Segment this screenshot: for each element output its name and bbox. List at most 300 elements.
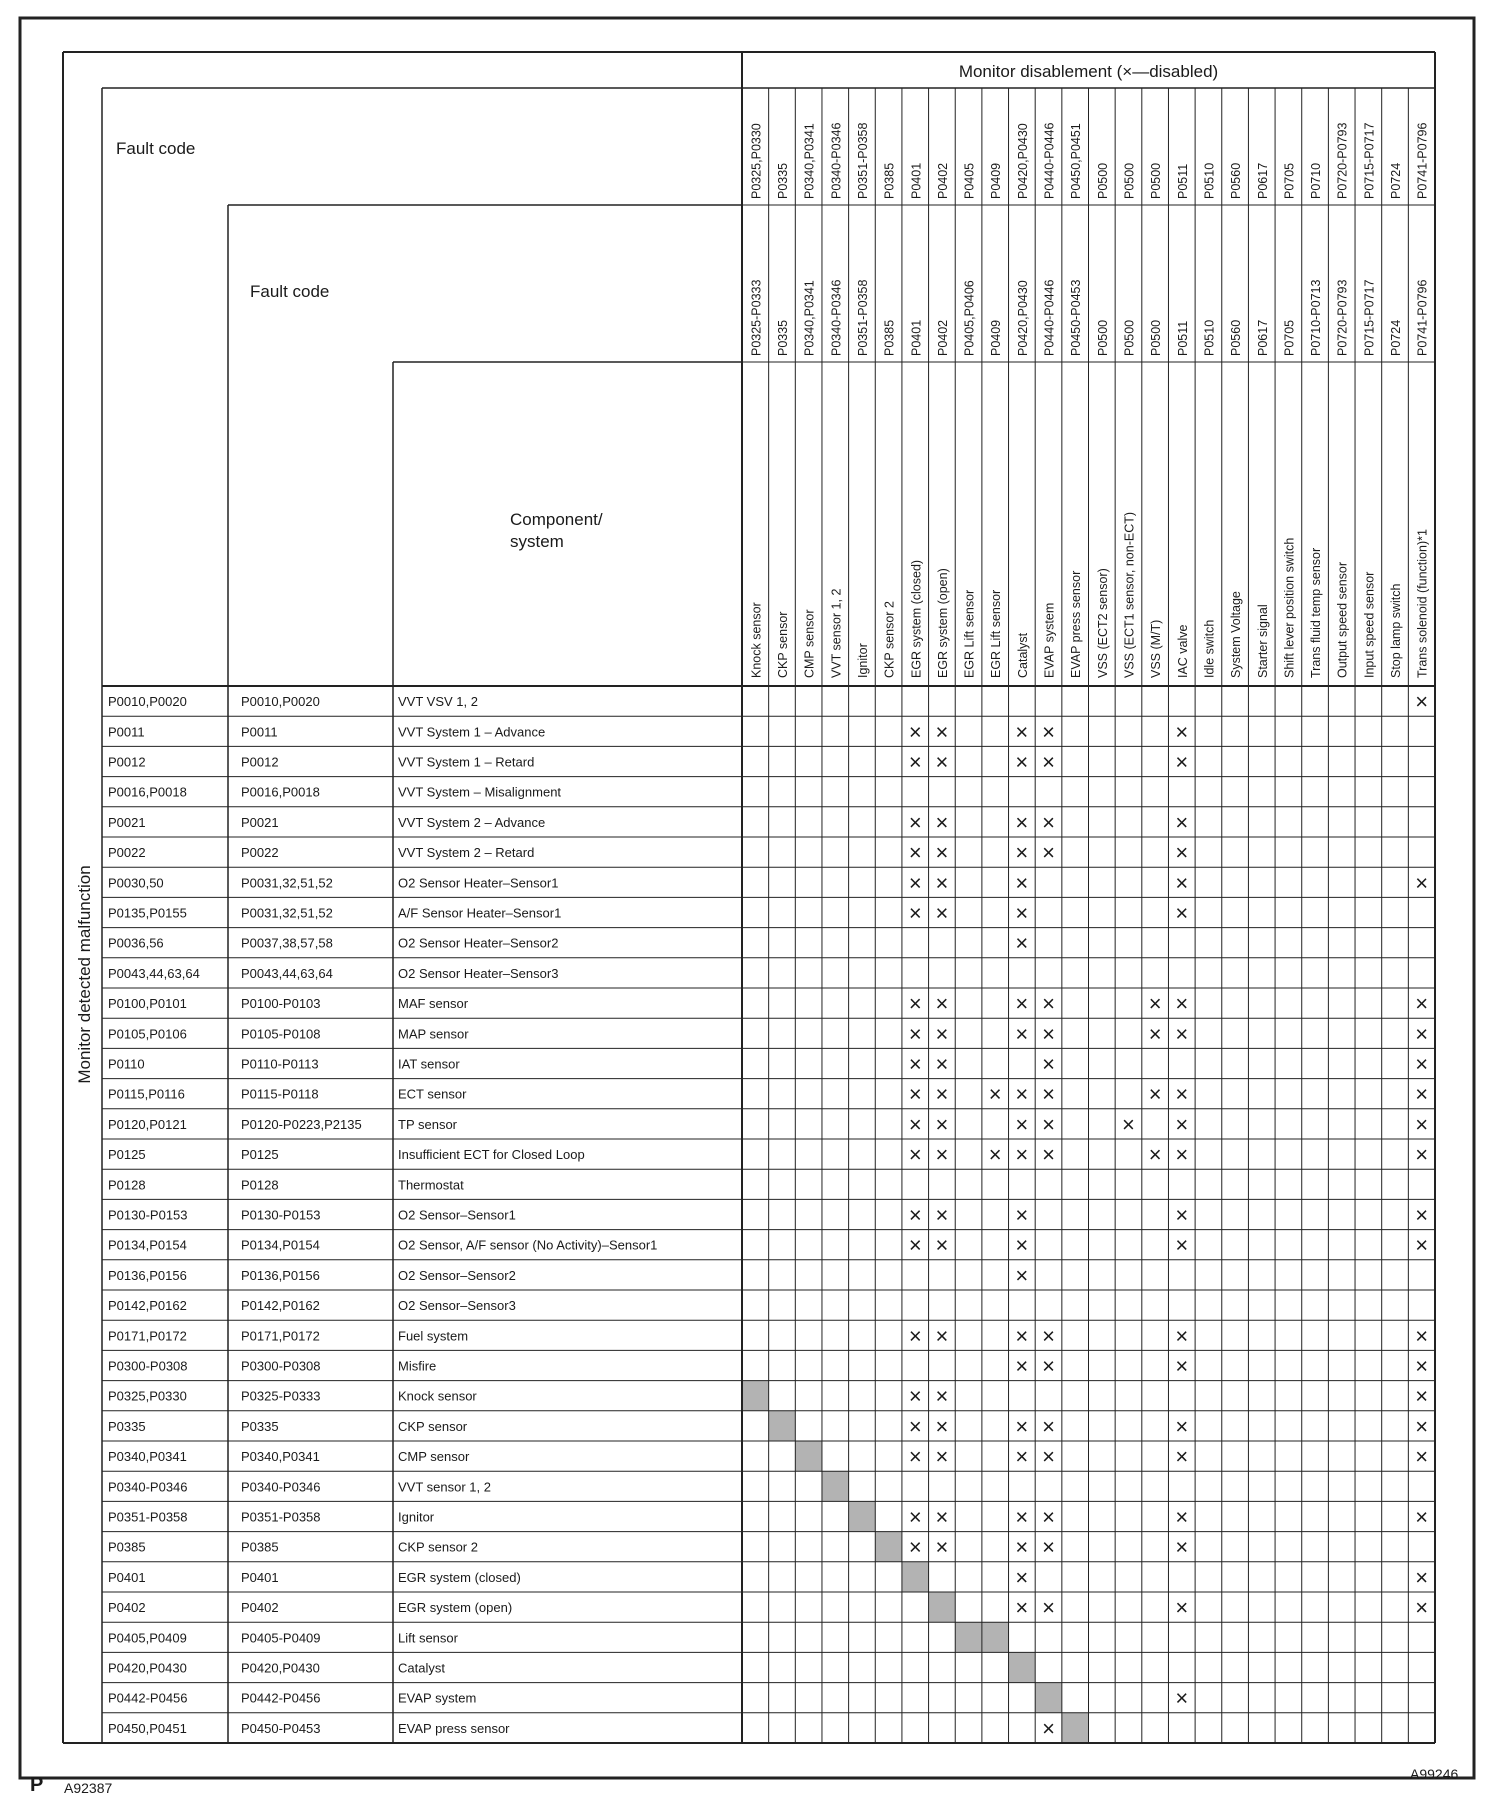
disabled-mark: × [1415, 1202, 1429, 1228]
fault-code-header-outer: Fault code [116, 139, 196, 158]
column-component: Idle switch [1202, 619, 1217, 678]
column-code-2: P0617 [1255, 319, 1270, 356]
row-code-1: P0401 [108, 1569, 146, 1585]
disabled-mark: × [1175, 719, 1189, 745]
disabled-mark: × [1015, 1111, 1029, 1137]
disabled-mark: × [1415, 1595, 1429, 1621]
column-code-2: P0511 [1175, 320, 1190, 356]
row-code-1: P0300-P0308 [108, 1358, 188, 1374]
row-component: Thermostat [398, 1177, 464, 1193]
row-code-1: P0340-P0346 [108, 1479, 188, 1495]
column-code-2: P0741-P0796 [1415, 279, 1430, 356]
row-code-2: P0136,P0156 [241, 1267, 320, 1283]
row-code-1: P0385 [108, 1539, 146, 1555]
disabled-mark: × [908, 1323, 922, 1349]
column-code-1: P0500 [1095, 162, 1110, 199]
row-component: VVT System 1 – Advance [398, 724, 546, 740]
disabled-mark: × [908, 870, 922, 896]
disabled-mark: × [1415, 1232, 1429, 1258]
column-code-1: P0724 [1389, 162, 1404, 199]
disabled-mark: × [1042, 1051, 1055, 1077]
disabled-mark: × [908, 900, 922, 926]
disabled-mark: × [1175, 1444, 1189, 1470]
row-code-2: P0134,P0154 [241, 1237, 320, 1253]
disabled-mark: × [1415, 991, 1429, 1017]
column-component: Starter signal [1255, 604, 1270, 678]
disabled-mark: × [1042, 1504, 1055, 1530]
disabled-mark: × [935, 1534, 949, 1560]
disabled-mark: × [1015, 1142, 1029, 1168]
column-code-1: P0335 [775, 162, 790, 199]
disabled-mark: × [1042, 1142, 1055, 1168]
figure-code-left: A92387 [64, 1780, 113, 1796]
column-component: EGR system (closed) [909, 559, 924, 678]
column-code-1: P0340,P0341 [802, 123, 817, 199]
column-code-2: P0340,P0341 [802, 280, 817, 356]
disabled-mark: × [1175, 900, 1189, 926]
column-component: EVAP press sensor [1069, 570, 1084, 678]
disabled-mark: × [935, 1111, 949, 1137]
row-component: A/F Sensor Heater–Sensor1 [398, 905, 562, 921]
row-code-2: P0031,32,51,52 [241, 905, 333, 921]
column-code-2: P0720-P0793 [1335, 279, 1350, 356]
column-component: Trans solenoid (function)*1 [1415, 529, 1430, 678]
disabled-mark: × [1175, 1504, 1189, 1530]
column-code-1: P0340-P0346 [829, 122, 844, 199]
disabled-mark: × [1175, 1685, 1189, 1711]
column-code-2: P0560 [1229, 319, 1244, 356]
row-component: Misfire [398, 1358, 437, 1374]
disabled-mark: × [935, 749, 949, 775]
column-code-1: P0401 [909, 162, 924, 199]
row-code-2: P0031,32,51,52 [241, 875, 333, 891]
column-component: Output speed sensor [1335, 561, 1350, 678]
shaded-cell [849, 1501, 876, 1531]
column-component: System Voltage [1229, 591, 1244, 678]
disabled-mark: × [935, 1142, 949, 1168]
disabled-mark: × [1415, 1444, 1429, 1470]
column-code-2: P0440-P0446 [1042, 279, 1057, 356]
shaded-cell [902, 1562, 929, 1592]
row-component: VVT System 2 – Advance [398, 814, 546, 830]
disabled-mark: × [1015, 840, 1029, 866]
column-code-1: P0511 [1175, 163, 1190, 199]
row-code-1: P0100,P0101 [108, 996, 187, 1012]
row-code-2: P0402 [241, 1600, 279, 1616]
disabled-mark: × [1175, 840, 1189, 866]
row-code-2: P0420,P0430 [241, 1660, 320, 1676]
shaded-cell [929, 1592, 956, 1622]
row-code-1: P0340,P0341 [108, 1449, 187, 1465]
disabled-mark: × [908, 1534, 922, 1560]
shaded-cell [769, 1411, 796, 1441]
shaded-cell [1009, 1652, 1036, 1682]
disabled-mark: × [908, 1111, 922, 1137]
column-code-2: P0325-P0333 [749, 279, 764, 356]
column-code-1: P0500 [1122, 162, 1137, 199]
row-code-2: P0325-P0333 [241, 1388, 321, 1404]
disabled-mark: × [1122, 1111, 1135, 1137]
shaded-cell [1035, 1683, 1062, 1713]
row-code-1: P0120,P0121 [108, 1116, 187, 1132]
corner-mark: P [30, 1774, 44, 1796]
row-code-1: P0335 [108, 1418, 146, 1434]
disabled-mark: × [1015, 809, 1029, 835]
column-code-1: P0560 [1229, 162, 1244, 199]
row-code-1: P0136,P0156 [108, 1267, 187, 1283]
disabled-mark: × [908, 1444, 922, 1470]
row-component: O2 Sensor Heater–Sensor2 [398, 935, 559, 951]
disabled-mark: × [1042, 1353, 1055, 1379]
row-code-1: P0142,P0162 [108, 1298, 187, 1314]
column-code-2: P0450-P0453 [1069, 279, 1084, 356]
row-component: VVT System 2 – Retard [398, 845, 535, 861]
disabled-mark: × [1175, 1595, 1189, 1621]
row-code-1: P0115,P0116 [108, 1086, 185, 1102]
row-code-2: P0340-P0346 [241, 1479, 321, 1495]
column-component: IAC valve [1175, 624, 1190, 678]
disabled-mark: × [1015, 1262, 1029, 1288]
column-code-1: P0720-P0793 [1335, 122, 1350, 199]
disabled-mark: × [1415, 1323, 1429, 1349]
disabled-mark: × [1415, 1021, 1429, 1047]
row-code-1: P0010,P0020 [108, 694, 187, 710]
disabled-mark: × [935, 1504, 949, 1530]
disabled-mark: × [1148, 1021, 1162, 1047]
disabled-mark: × [908, 1504, 922, 1530]
disabled-mark: × [1415, 870, 1429, 896]
disabled-mark: × [1148, 991, 1162, 1017]
row-code-2: P0125 [241, 1147, 279, 1163]
column-component: Catalyst [1015, 632, 1030, 678]
disabled-mark: × [1415, 1111, 1429, 1137]
disabled-mark: × [1175, 1021, 1189, 1047]
disabled-mark: × [1015, 1353, 1029, 1379]
row-component: EVAP system [398, 1690, 477, 1706]
column-component: CKP sensor 2 [882, 601, 897, 678]
row-code-1: P0135,P0155 [108, 905, 187, 921]
column-code-2: P0715-P0717 [1362, 279, 1377, 356]
column-component: VVT sensor 1, 2 [829, 588, 844, 678]
column-component: EVAP system [1042, 602, 1057, 678]
disabled-mark: × [1175, 1413, 1189, 1439]
disabled-mark: × [1015, 1021, 1029, 1047]
column-code-1: P0500 [1149, 162, 1164, 199]
column-code-1: P0741-P0796 [1415, 122, 1430, 199]
row-component: VVT System – Misalignment [398, 784, 562, 800]
row-component: O2 Sensor–Sensor1 [398, 1207, 516, 1223]
disabled-mark: × [1042, 1323, 1055, 1349]
column-code-1: P0715-P0717 [1362, 122, 1377, 199]
row-code-2: P0110-P0113 [241, 1056, 319, 1072]
column-code-2: P0510 [1202, 319, 1217, 356]
disabled-mark: × [908, 1232, 922, 1258]
row-code-1: P0043,44,63,64 [108, 965, 200, 981]
column-component: EGR system (open) [935, 568, 950, 678]
disabled-mark: × [1015, 1534, 1029, 1560]
disabled-mark: × [935, 1444, 949, 1470]
disabled-mark: × [908, 719, 922, 745]
disabled-mark: × [908, 1051, 922, 1077]
shaded-cell [1062, 1713, 1089, 1743]
disabled-mark: × [1415, 1564, 1429, 1590]
monitor-header: Monitor disablement (×—disabled) [958, 62, 1219, 81]
row-component: CMP sensor [398, 1449, 470, 1465]
component-system-header: Component/ [510, 510, 603, 529]
row-component: Knock sensor [398, 1388, 477, 1404]
disabled-mark: × [935, 1232, 949, 1258]
row-component: O2 Sensor, A/F sensor (No Activity)–Sensor1 [398, 1237, 658, 1253]
column-component: Knock sensor [749, 602, 764, 678]
disabled-mark: × [908, 749, 922, 775]
row-code-2: P0100-P0103 [241, 996, 321, 1012]
disabled-mark: × [1415, 1353, 1429, 1379]
row-code-2: P0037,38,57,58 [241, 935, 333, 951]
row-component: O2 Sensor Heater–Sensor1 [398, 875, 559, 891]
column-component: Trans fluid temp sensor [1309, 547, 1324, 678]
column-code-1: P0402 [935, 162, 950, 199]
column-component: EGR Lift sensor [989, 589, 1004, 678]
column-code-1: P0710 [1309, 162, 1324, 199]
disabled-mark: × [935, 1021, 949, 1047]
row-component: Lift sensor [398, 1630, 458, 1646]
disabled-mark: × [1042, 809, 1055, 835]
disabled-mark: × [1015, 870, 1029, 896]
disabled-mark: × [908, 1413, 922, 1439]
disabled-mark: × [935, 991, 949, 1017]
disabled-mark: × [1015, 1323, 1029, 1349]
disabled-mark: × [935, 870, 949, 896]
disabled-mark: × [1175, 1202, 1189, 1228]
row-code-2: P0011 [241, 724, 278, 740]
outer-border [20, 18, 1474, 1778]
row-code-2: P0171,P0172 [241, 1328, 320, 1344]
row-code-2: P0442-P0456 [241, 1690, 321, 1706]
row-code-2: P0022 [241, 845, 279, 861]
disabled-mark: × [935, 1383, 949, 1409]
disabled-mark: × [908, 1202, 922, 1228]
disabled-mark: × [988, 1081, 1002, 1107]
disabled-mark: × [1148, 1081, 1162, 1107]
disabled-mark: × [1015, 1444, 1029, 1470]
row-code-1: P0402 [108, 1600, 146, 1616]
shaded-cell [742, 1381, 769, 1411]
row-component: Ignitor [398, 1509, 435, 1525]
disabled-mark: × [908, 1021, 922, 1047]
row-code-2: P0120-P0223,P2135 [241, 1116, 362, 1132]
row-code-1: P0128 [108, 1177, 146, 1193]
row-code-2: P0335 [241, 1418, 279, 1434]
row-code-2: P0115-P0118 [241, 1086, 319, 1102]
row-code-1: P0134,P0154 [108, 1237, 187, 1253]
row-code-2: P0105-P0108 [241, 1026, 321, 1042]
column-code-1: P0351-P0358 [855, 122, 870, 199]
disabled-mark: × [935, 1202, 949, 1228]
disabled-mark: × [988, 1142, 1002, 1168]
disabled-mark: × [1175, 1081, 1189, 1107]
row-code-2: P0385 [241, 1539, 279, 1555]
column-code-1: P0385 [882, 162, 897, 199]
disabled-mark: × [1042, 1595, 1055, 1621]
row-code-1: P0171,P0172 [108, 1328, 187, 1344]
column-code-1: P0325,P0330 [749, 123, 764, 199]
disabled-mark: × [935, 1081, 949, 1107]
disabled-mark: × [1015, 900, 1029, 926]
row-code-1: P0105,P0106 [108, 1026, 187, 1042]
component-system-header: system [510, 532, 564, 551]
shaded-cell [795, 1441, 822, 1471]
row-code-1: P0110 [108, 1056, 145, 1072]
disabled-mark: × [1175, 1142, 1189, 1168]
row-code-2: P0016,P0018 [241, 784, 320, 800]
disabled-mark: × [1175, 991, 1189, 1017]
row-code-2: P0340,P0341 [241, 1449, 320, 1465]
column-code-2: P0710-P0713 [1309, 279, 1324, 356]
row-code-1: P0351-P0358 [108, 1509, 188, 1525]
row-code-1: P0016,P0018 [108, 784, 187, 800]
figure-code-right: A99246 [1410, 1766, 1459, 1782]
disabled-mark: × [1042, 749, 1055, 775]
column-code-1: P0705 [1282, 162, 1297, 199]
row-component: TP sensor [398, 1116, 458, 1132]
disabled-mark: × [1415, 1413, 1429, 1439]
row-code-2: P0128 [241, 1177, 279, 1193]
row-code-1: P0450,P0451 [108, 1720, 187, 1736]
column-code-1: P0405 [962, 162, 977, 199]
disabled-mark: × [908, 1383, 922, 1409]
column-code-2: P0500 [1095, 319, 1110, 356]
column-component: CKP sensor [775, 611, 790, 678]
disabled-mark: × [1175, 870, 1189, 896]
shaded-cell [875, 1532, 902, 1562]
column-code-1: P0510 [1202, 162, 1217, 199]
row-component: Insufficient ECT for Closed Loop [398, 1147, 585, 1163]
row-code-1: P0405,P0409 [108, 1630, 187, 1646]
disabled-mark: × [935, 840, 949, 866]
column-code-2: P0402 [935, 319, 950, 356]
row-component: EGR system (closed) [398, 1569, 521, 1585]
row-code-2: P0142,P0162 [241, 1298, 320, 1314]
row-code-1: P0325,P0330 [108, 1388, 187, 1404]
row-code-2: P0010,P0020 [241, 694, 320, 710]
disabled-mark: × [1175, 1534, 1189, 1560]
disabled-mark: × [1015, 1504, 1029, 1530]
row-component: VVT VSV 1, 2 [398, 694, 478, 710]
disabled-mark: × [1015, 1202, 1029, 1228]
disabled-mark: × [1415, 1051, 1429, 1077]
row-component: CKP sensor [398, 1418, 468, 1434]
disabled-mark: × [935, 1413, 949, 1439]
disabled-mark: × [935, 1323, 949, 1349]
row-code-2: P0043,44,63,64 [241, 965, 333, 981]
shaded-cell [955, 1622, 982, 1652]
disabled-mark: × [1015, 1232, 1029, 1258]
shaded-cell [822, 1471, 849, 1501]
row-component: EGR system (open) [398, 1600, 513, 1616]
row-component: MAP sensor [398, 1026, 469, 1042]
row-component: ECT sensor [398, 1086, 467, 1102]
disabled-mark: × [935, 719, 949, 745]
disabled-mark: × [908, 840, 922, 866]
row-code-2: P0450-P0453 [241, 1720, 321, 1736]
column-code-2: P0401 [909, 319, 924, 356]
row-component: O2 Sensor Heater–Sensor3 [398, 965, 559, 981]
column-code-2: P0500 [1122, 319, 1137, 356]
row-code-1: P0420,P0430 [108, 1660, 187, 1676]
column-code-1: P0450,P0451 [1069, 123, 1084, 199]
disabled-mark: × [1015, 1081, 1029, 1107]
disabled-mark: × [1015, 719, 1029, 745]
disabled-mark: × [1175, 1323, 1189, 1349]
column-component: Input speed sensor [1362, 571, 1377, 678]
column-component: Stop lamp switch [1389, 583, 1404, 678]
column-code-2: P0500 [1149, 319, 1164, 356]
disabled-mark: × [1015, 1595, 1029, 1621]
column-code-2: P0409 [989, 319, 1004, 356]
shaded-cell [982, 1622, 1009, 1652]
row-component: MAF sensor [398, 996, 469, 1012]
disabled-mark: × [935, 900, 949, 926]
disabled-mark: × [1042, 1715, 1055, 1741]
column-component: EGR Lift sensor [962, 589, 977, 678]
disabled-mark: × [935, 1051, 949, 1077]
column-code-2: P0724 [1389, 319, 1404, 356]
row-code-1: P0130-P0153 [108, 1207, 188, 1223]
row-code-2: P0405-P0409 [241, 1630, 321, 1646]
disabled-mark: × [1175, 809, 1189, 835]
column-code-2: P0385 [882, 319, 897, 356]
row-code-2: P0401 [241, 1569, 279, 1585]
row-code-1: P0030,50 [108, 875, 164, 891]
column-component: VSS (M/T) [1149, 619, 1164, 678]
row-code-2: P0021 [241, 814, 279, 830]
column-code-1: P0440-P0446 [1042, 122, 1057, 199]
row-component: VVT sensor 1, 2 [398, 1479, 491, 1495]
disabled-mark: × [908, 1142, 922, 1168]
column-code-1: P0617 [1255, 162, 1270, 199]
disabled-mark: × [1015, 1413, 1029, 1439]
disabled-mark: × [908, 991, 922, 1017]
row-component: VVT System 1 – Retard [398, 754, 535, 770]
column-component: VSS (ECT2 sensor) [1095, 568, 1110, 678]
disabled-mark: × [1015, 749, 1029, 775]
disabled-mark: × [1042, 1413, 1055, 1439]
disabled-mark: × [908, 1081, 922, 1107]
disabled-mark: × [1042, 1111, 1055, 1137]
column-code-1: P0409 [989, 162, 1004, 199]
disabled-mark: × [1015, 1564, 1029, 1590]
disabled-mark: × [1015, 930, 1029, 956]
disabled-mark: × [1175, 1353, 1189, 1379]
row-code-2: P0351-P0358 [241, 1509, 321, 1525]
row-code-1: P0442-P0456 [108, 1690, 188, 1706]
row-code-2: P0130-P0153 [241, 1207, 321, 1223]
disabled-mark: × [1042, 1021, 1055, 1047]
disabled-mark: × [1015, 991, 1029, 1017]
disabled-mark: × [1042, 719, 1055, 745]
row-code-2: P0300-P0308 [241, 1358, 321, 1374]
disabled-mark: × [1415, 1383, 1429, 1409]
row-code-1: P0021 [108, 814, 146, 830]
row-code-1: P0011 [108, 724, 145, 740]
column-code-2: P0705 [1282, 319, 1297, 356]
disabled-mark: × [1415, 1081, 1429, 1107]
disabled-mark: × [908, 809, 922, 835]
fault-code-header-inner: Fault code [250, 282, 330, 301]
disabled-mark: × [1148, 1142, 1162, 1168]
disabled-mark: × [1415, 1142, 1429, 1168]
disabled-mark: × [1042, 1081, 1055, 1107]
